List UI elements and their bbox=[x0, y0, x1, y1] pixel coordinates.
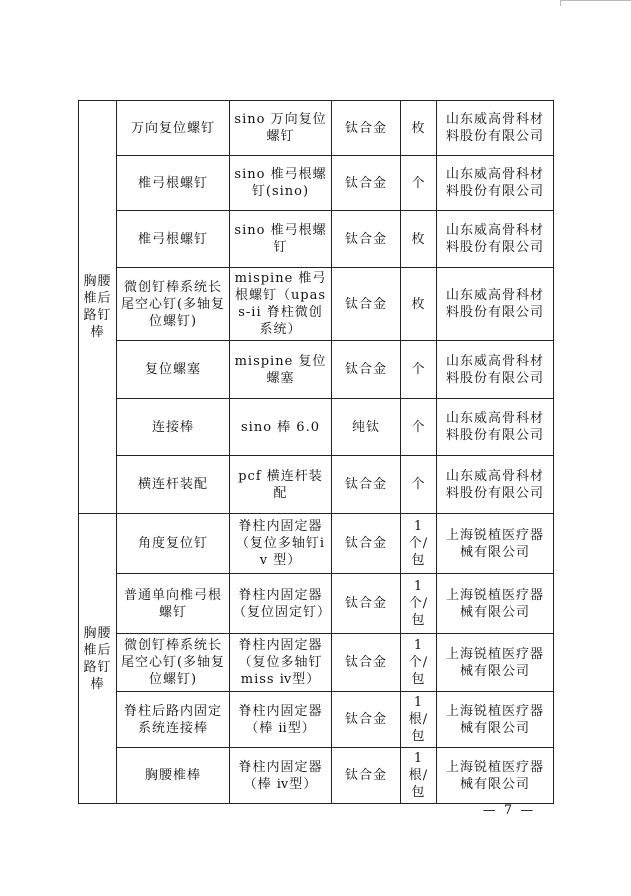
product-company: 山东威高骨科材料股份有限公司 bbox=[437, 399, 554, 456]
product-material: 钛合金 bbox=[332, 156, 401, 211]
product-company: 上海锐植医疗器械有限公司 bbox=[437, 748, 554, 804]
product-unit: 个 bbox=[401, 341, 437, 399]
product-company: 山东威高骨科材料股份有限公司 bbox=[437, 156, 554, 211]
product-material: 钛合金 bbox=[332, 748, 401, 804]
product-company: 山东威高骨科材料股份有限公司 bbox=[437, 268, 554, 341]
category-cell: 胸腰椎后路钉棒 bbox=[79, 101, 117, 514]
table-row bbox=[79, 456, 554, 514]
product-material: 钛合金 bbox=[332, 101, 401, 156]
product-unit: 枚 bbox=[401, 101, 437, 156]
product-company: 上海锐植医疗器械有限公司 bbox=[437, 574, 554, 634]
product-name: 连接棒 bbox=[117, 399, 230, 456]
product-unit: 1 根/包 bbox=[401, 748, 437, 804]
product-material: 钛合金 bbox=[332, 574, 401, 634]
product-unit: 个 bbox=[401, 399, 437, 456]
table-row bbox=[79, 268, 554, 341]
product-unit: 1 个/包 bbox=[401, 514, 437, 574]
product-company: 山东威高骨科材料股份有限公司 bbox=[437, 456, 554, 514]
product-material: 钛合金 bbox=[332, 211, 401, 268]
product-name: 脊柱后路内固定系统连接棒 bbox=[117, 692, 230, 748]
table-row bbox=[79, 156, 554, 211]
product-material: 钛合金 bbox=[332, 341, 401, 399]
product-name: 角度复位钉 bbox=[117, 514, 230, 574]
product-unit: 1 个/包 bbox=[401, 634, 437, 692]
product-unit: 枚 bbox=[401, 211, 437, 268]
table-row bbox=[79, 692, 554, 748]
product-company: 上海锐植医疗器械有限公司 bbox=[437, 692, 554, 748]
product-unit: 个 bbox=[401, 456, 437, 514]
product-spec: 脊柱内固定器（棒 ⅳ型） bbox=[230, 748, 332, 804]
product-spec: sino 椎弓根螺钉(sino) bbox=[230, 156, 332, 211]
product-spec: sino 椎弓根螺钉 bbox=[230, 211, 332, 268]
product-company: 上海锐植医疗器械有限公司 bbox=[437, 634, 554, 692]
product-spec: pcf 横连杆装配 bbox=[230, 456, 332, 514]
product-spec: sino 万向复位螺钉 bbox=[230, 101, 332, 156]
product-name: 椎弓根螺钉 bbox=[117, 211, 230, 268]
product-material: 钛合金 bbox=[332, 514, 401, 574]
table-row bbox=[79, 574, 554, 634]
product-material: 钛合金 bbox=[332, 456, 401, 514]
product-spec: 脊柱内固定器（复位固定钉） bbox=[230, 574, 332, 634]
product-material: 钛合金 bbox=[332, 268, 401, 341]
category-cell: 胸腰椎后路钉棒 bbox=[79, 514, 117, 804]
product-name: 微创钉棒系统长尾空心钉(多轴复位螺钉) bbox=[117, 268, 230, 341]
product-spec: mispine 椎弓根螺钉（upass-ii 脊柱微创系统） bbox=[230, 268, 332, 341]
product-name: 胸腰椎棒 bbox=[117, 748, 230, 804]
product-unit: 1 个/包 bbox=[401, 574, 437, 634]
product-unit: 1 根/包 bbox=[401, 692, 437, 748]
product-name: 普通单向椎弓根螺钉 bbox=[117, 574, 230, 634]
product-unit: 枚 bbox=[401, 268, 437, 341]
product-name: 复位螺塞 bbox=[117, 341, 230, 399]
product-company: 山东威高骨科材料股份有限公司 bbox=[437, 101, 554, 156]
table-row bbox=[79, 634, 554, 692]
product-spec: 脊柱内固定器（棒 ⅱ型） bbox=[230, 692, 332, 748]
product-spec: sino 棒 6.0 bbox=[230, 399, 332, 456]
table-row bbox=[79, 514, 554, 574]
table-row bbox=[79, 399, 554, 456]
product-company: 上海锐植医疗器械有限公司 bbox=[437, 514, 554, 574]
product-material: 钛合金 bbox=[332, 692, 401, 748]
product-material: 钛合金 bbox=[332, 634, 401, 692]
table-row bbox=[79, 211, 554, 268]
table-row bbox=[79, 748, 554, 804]
table-row bbox=[79, 101, 554, 156]
product-table bbox=[78, 100, 554, 804]
product-unit: 个 bbox=[401, 156, 437, 211]
product-material: 纯钛 bbox=[332, 399, 401, 456]
product-company: 山东威高骨科材料股份有限公司 bbox=[437, 341, 554, 399]
table-row bbox=[79, 341, 554, 399]
product-name: 万向复位螺钉 bbox=[117, 101, 230, 156]
page-number: — 7 — bbox=[482, 803, 536, 818]
product-name: 微创钉棒系统长尾空心钉(多轴复位螺钉) bbox=[117, 634, 230, 692]
page-corner-mark bbox=[560, 0, 631, 6]
product-name: 椎弓根螺钉 bbox=[117, 156, 230, 211]
product-spec: 脊柱内固定器（复位多轴钉miss ⅳ型） bbox=[230, 634, 332, 692]
product-name: 横连杆装配 bbox=[117, 456, 230, 514]
product-company: 山东威高骨科材料股份有限公司 bbox=[437, 211, 554, 268]
product-spec: 脊柱内固定器（复位多轴钉iv 型） bbox=[230, 514, 332, 574]
product-spec: mispine 复位螺塞 bbox=[230, 341, 332, 399]
